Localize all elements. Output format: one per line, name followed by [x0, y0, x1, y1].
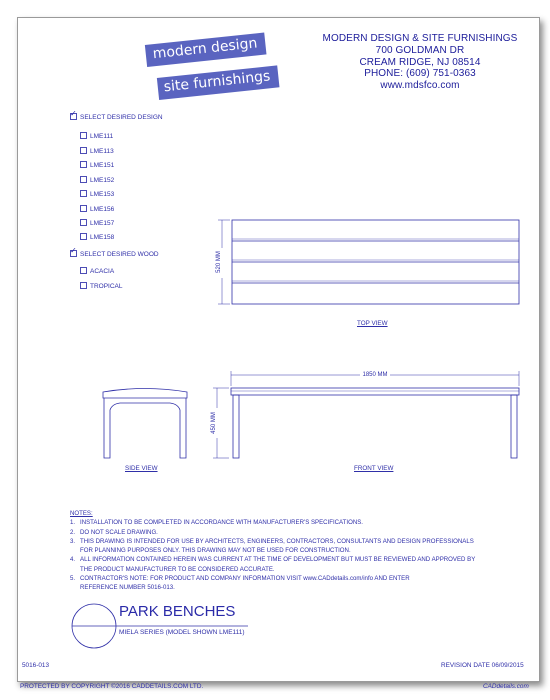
front-view-leg [511, 395, 517, 458]
note-number [70, 565, 80, 574]
front-view-leg [233, 395, 239, 458]
note-text: FOR PLANNING PURPOSES ONLY. THIS DRAWING MAY NOT BE USED FOR CONSTRUCTION. [80, 547, 351, 555]
note-text: ALL INFORMATION CONTAINED HEREIN WAS CURRENT AT THE TIME OF DEVELOPMENT BUT MUST BE REVIEWED AND APPROVED BY [80, 556, 476, 564]
company-city: CREAM RIDGE, NJ 08514 [359, 56, 481, 68]
note-row [70, 546, 510, 555]
note-text: REFERENCE NUMBER 5016-013. [80, 584, 175, 592]
note-row [70, 574, 510, 583]
copyright-text: PROTECTED BY COPYRIGHT ©2016 CADDETAILS.COM LTD. [20, 683, 204, 690]
note-number: 5. [70, 575, 76, 583]
company-website: www.mdsfco.com [380, 80, 460, 92]
note-text: INSTALLATION TO BE COMPLETED IN ACCORDANCE WITH MANUFACTURER'S SPECIFICATIONS. [80, 519, 363, 527]
side-view-label: SIDE VIEW [125, 465, 158, 472]
notes-heading: NOTES: [70, 510, 93, 517]
design-option-label: LME113 [90, 148, 114, 156]
design-option-label: LME111 [90, 133, 114, 141]
note-text: THIS DRAWING IS INTENDED FOR USE BY ARCHITECTS, ENGINEERS, CONTRACTORS, CONSULTANTS AND DESIGN PROFESSIONALS [80, 537, 474, 545]
side-view-seat [103, 389, 187, 399]
revision-date: REVISION DATE 06/09/2015 [441, 662, 524, 669]
top-view-dimension: 520 MM [216, 251, 222, 273]
front-view-width-dimension: 1850 MM [362, 372, 388, 378]
wood-heading-label: SELECT DESIRED WOOD [80, 251, 159, 259]
note-text: DO NOT SCALE DRAWING. [80, 528, 158, 536]
company-name: MODERN DESIGN & SITE FURNISHINGS [322, 33, 518, 44]
top-view-drawing [218, 220, 519, 304]
note-text: THE PRODUCT MANUFACTURER TO BE CONSIDERED ACCURATE. [80, 565, 275, 573]
note-number: 2. [70, 528, 76, 536]
note-number: 3. [70, 537, 76, 545]
side-view-frame [104, 398, 186, 458]
design-option-label: LME151 [90, 162, 115, 170]
note-number: 1. [70, 519, 76, 527]
note-row [70, 518, 510, 527]
note-number [70, 546, 80, 555]
company-phone: PHONE: (609) 751-0363 [364, 68, 476, 80]
top-view-label: TOP VIEW [357, 320, 388, 327]
reference-number: 5016-013 [22, 662, 50, 669]
design-option-label: LME152 [90, 177, 115, 185]
wood-option-label: TROPICAL [90, 283, 123, 291]
drawing-subtitle: MIELA SERIES (MODEL SHOWN LME111) [119, 629, 245, 636]
logo-line-2: site furnishings [157, 65, 280, 100]
front-view-height-dimension: 450 MM [211, 412, 217, 434]
logo-line-1: modern design [145, 33, 267, 67]
side-view-drawing [103, 389, 187, 459]
front-view-label: FRONT VIEW [354, 465, 394, 472]
wood-option-label: ACACIA [90, 268, 115, 276]
design-heading-label: SELECT DESIRED DESIGN [80, 114, 163, 122]
note-row [70, 555, 510, 564]
note-number: 4. [70, 556, 76, 564]
design-option-label: LME156 [90, 206, 115, 214]
drawing-title: PARK BENCHES [119, 603, 236, 620]
notes-block [70, 509, 510, 593]
caddetails-link[interactable]: CADdetails.com [483, 683, 529, 690]
design-option-label: LME158 [90, 234, 115, 242]
note-row [70, 537, 510, 546]
front-view-drawing [213, 371, 519, 458]
note-row [70, 583, 510, 592]
note-number [70, 583, 80, 592]
note-row [70, 565, 510, 574]
company-address: 700 GOLDMAN DR [375, 44, 465, 56]
design-option-label: LME157 [90, 220, 115, 228]
front-view-seat [231, 388, 519, 395]
design-option-label: LME153 [90, 191, 115, 199]
note-text: CONTRACTOR'S NOTE: FOR PRODUCT AND COMPANY INFORMATION VISIT www.CADdetails.com/info AND ENTER [80, 575, 410, 583]
note-row [70, 528, 510, 537]
